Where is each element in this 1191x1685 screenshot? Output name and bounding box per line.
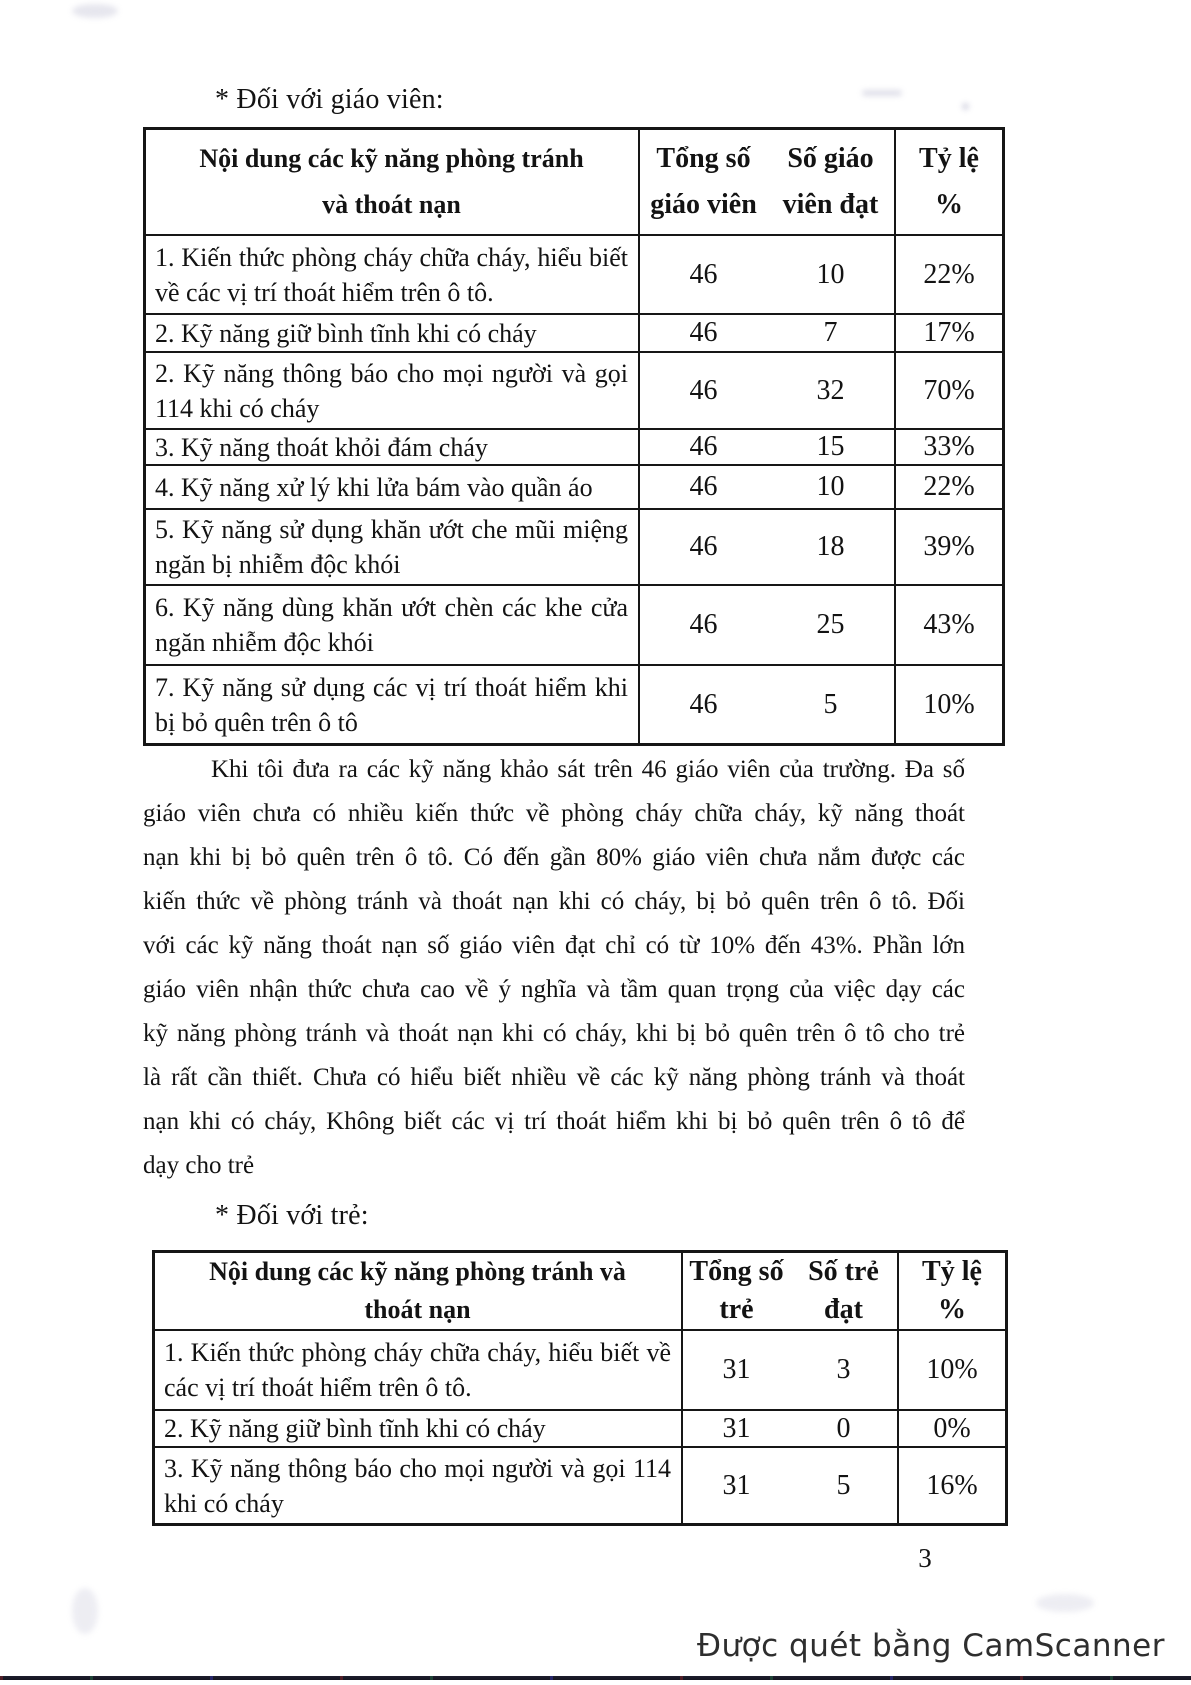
table-row — [155, 1448, 1005, 1523]
paragraph-line: giáo viên chưa có nhiều kiến thức về phòng cháy chữa cháy, kỹ năng thoát — [143, 800, 965, 827]
children-skills-table — [152, 1250, 1008, 1526]
cell-rate: 10% — [923, 688, 975, 720]
header-total: Tổng số trẻ — [689, 1256, 784, 1325]
table-row — [146, 430, 1002, 466]
section-heading-teachers: * Đối với giáo viên: — [215, 84, 444, 115]
header-counts — [683, 1253, 899, 1329]
cell-skill: 7. Kỹ năng sử dụng các vị trí thoát hiểm khi bị bỏ quên trên ô tô — [146, 666, 640, 743]
paragraph-line: kiến thức về phòng tránh và thoát nạn khi có cháy, bị bỏ quên trên ô tô. Đối — [143, 888, 965, 915]
header-rate: Tỷ lệ % — [922, 1256, 982, 1325]
header-total: Tổng số giáo viên — [650, 143, 757, 220]
cell-total: 31 — [722, 1412, 751, 1444]
cell-pass: 7 — [823, 317, 838, 348]
header-rate: Tỷ lệ % — [919, 143, 979, 220]
cell-pass: 18 — [816, 531, 845, 562]
cell-pass: 3 — [836, 1354, 851, 1385]
cell-rate: 17% — [923, 317, 975, 348]
table-header-row — [146, 130, 1002, 236]
cell-pass: 0 — [836, 1412, 851, 1444]
section-heading-children: * Đối với trẻ: — [215, 1200, 369, 1231]
table-row — [146, 586, 1002, 666]
table-row — [146, 666, 1002, 743]
cell-skill: 1. Kiến thức phòng cháy chữa cháy, hiểu biết về các vị trí thoát hiểm trên ô tô. — [155, 1331, 683, 1409]
cell-pass: 25 — [816, 609, 845, 640]
cell-total: 46 — [689, 431, 718, 462]
teacher-skills-table — [143, 127, 1005, 746]
header-skill-content — [146, 130, 640, 234]
paragraph-line: dạy cho trẻ — [143, 1152, 255, 1179]
cell-rate: 16% — [926, 1469, 978, 1501]
header-pass: Số trẻ đạt — [808, 1256, 879, 1325]
cell-pass: 5 — [823, 688, 838, 720]
cell-skill: 2. Kỹ năng giữ bình tĩnh khi có cháy — [155, 1411, 683, 1446]
table-row — [146, 510, 1002, 586]
scan-artifact — [962, 103, 969, 110]
paragraph-line: giáo viên nhận thức chưa cao về ý nghĩa và tầm quan trọng của việc dạy các — [143, 976, 965, 1003]
table-row — [155, 1331, 1005, 1411]
cell-pass: 5 — [836, 1469, 851, 1501]
table-row — [146, 466, 1002, 510]
cell-rate: 22% — [923, 471, 975, 502]
header-skill-content — [155, 1253, 683, 1329]
cell-rate: 39% — [923, 531, 975, 562]
table-row — [146, 353, 1002, 430]
paragraph-line: kỹ năng phòng tránh và thoát nạn khi có cháy, khi bị bỏ quên trên ô tô cho trẻ — [143, 1020, 965, 1047]
cell-skill: 4. Kỹ năng xử lý khi lửa bám vào quần áo — [146, 466, 640, 508]
cell-skill: 3. Kỹ năng thoát khỏi đám cháy — [146, 430, 640, 464]
scan-edge-line — [0, 1676, 1191, 1680]
cell-total: 46 — [689, 471, 718, 502]
paragraph-line: nạn khi bị bỏ quên trên ô tô. Có đến gần 80% giáo viên chưa nắm được các — [143, 844, 965, 871]
cell-rate: 70% — [923, 374, 975, 406]
cell-skill: 2. Kỹ năng thông báo cho mọi người và gọi 114 khi có cháy — [146, 353, 640, 428]
cell-total: 46 — [689, 374, 718, 406]
cell-rate: 22% — [923, 258, 975, 290]
paragraph-line: nạn khi có cháy, Không biết các vị trí thoát hiểm khi bị bỏ quên trên ô tô để — [143, 1108, 965, 1135]
header-line: và thoát nạn — [322, 190, 461, 219]
cell-pass: 15 — [816, 431, 845, 462]
cell-skill: 2. Kỹ năng giữ bình tĩnh khi có cháy — [146, 315, 640, 351]
cell-rate: 43% — [923, 609, 975, 640]
header-line: Nội dung các kỹ năng phòng tránh và — [209, 1257, 626, 1286]
table-row — [155, 1411, 1005, 1448]
cell-total: 46 — [689, 531, 718, 562]
cell-skill: 3. Kỹ năng thông báo cho mọi người và gọi 114 khi có cháy — [155, 1448, 683, 1523]
header-line: thoát nạn — [364, 1295, 471, 1324]
paragraph-line: là rất cần thiết. Chưa có hiểu biết nhiều về các kỹ năng phòng tránh và thoát — [143, 1064, 965, 1091]
table-row — [146, 236, 1002, 315]
page-number: 3 — [918, 1543, 932, 1573]
cell-total: 46 — [689, 688, 718, 720]
header-counts — [640, 130, 896, 234]
header-line: Nội dung các kỹ năng phòng tránh — [199, 144, 584, 173]
camscanner-watermark: Được quét bằng CamScanner — [697, 1628, 1165, 1664]
cell-skill: 1. Kiến thức phòng cháy chữa cháy, hiểu biết về các vị trí thoát hiểm trên ô tô. — [146, 236, 640, 313]
header-pass: Số giáo viên đạt — [782, 143, 879, 220]
scan-artifact — [72, 4, 118, 18]
cell-rate: 33% — [923, 431, 975, 462]
analysis-paragraph — [143, 748, 965, 1188]
cell-total: 46 — [689, 609, 718, 640]
cell-total: 31 — [722, 1469, 751, 1501]
paragraph-line: với các kỹ năng thoát nạn số giáo viên đạt chỉ có từ 10% đến 43%. Phần lớn — [143, 932, 965, 959]
cell-total: 46 — [689, 258, 718, 290]
table-header-row — [155, 1253, 1005, 1331]
cell-skill: 6. Kỹ năng dùng khăn ướt chèn các khe cửa ngăn nhiễm độc khói — [146, 586, 640, 664]
cell-pass: 10 — [816, 258, 845, 290]
cell-skill: 5. Kỹ năng sử dụng khăn ướt che mũi miệng ngăn bị nhiễm độc khói — [146, 510, 640, 584]
cell-pass: 10 — [816, 471, 845, 502]
scan-artifact — [72, 1588, 98, 1634]
table-row — [146, 315, 1002, 353]
paragraph-line: Khi tôi đưa ra các kỹ năng khảo sát trên 46 giáo viên của trường. Đa số — [211, 756, 965, 783]
cell-rate: 0% — [933, 1412, 971, 1444]
cell-pass: 32 — [816, 374, 845, 406]
cell-total: 46 — [689, 317, 718, 348]
cell-total: 31 — [722, 1354, 751, 1385]
scan-artifact — [1036, 1594, 1094, 1612]
cell-rate: 10% — [926, 1354, 978, 1385]
scan-artifact — [862, 90, 902, 96]
